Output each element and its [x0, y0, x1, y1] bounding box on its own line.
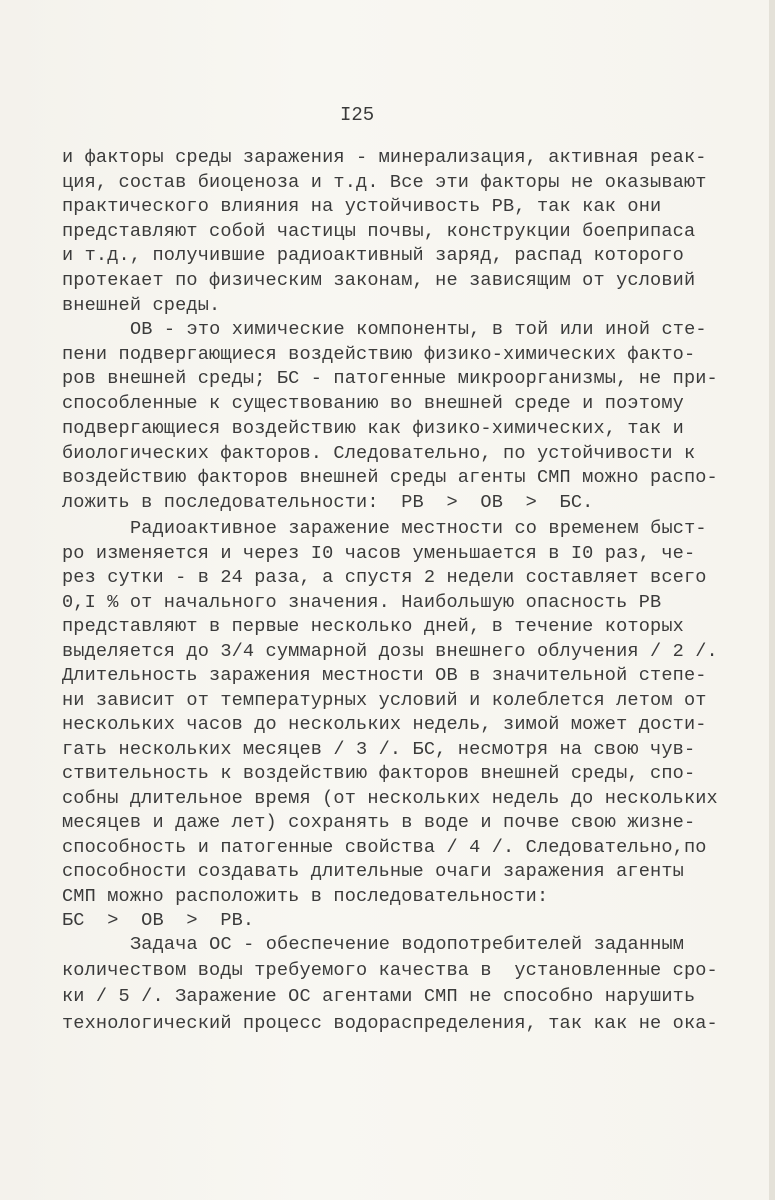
- text-line: выделяется до 3/4 суммарной дозы внешнего облучения / 2 /.: [62, 640, 718, 662]
- text-line: нескольких часов до нескольких недель, зимой может дости-: [62, 714, 707, 735]
- text-line: Длительность заражения местности ОВ в значительной степе-: [62, 665, 707, 686]
- page-edge: [769, 0, 775, 1200]
- text-line: и т.д., получившие радиоактивный заряд, распад которого: [62, 245, 684, 267]
- text-line: рез сутки - в 24 раза, а спустя 2 недели составляет всего: [62, 567, 707, 588]
- page-number: I25: [340, 104, 375, 126]
- text-line: ки / 5 /. Заражение ОС агентами СМП не способно нарушить: [62, 986, 696, 1008]
- text-line: месяцев и даже лет) сохранять в воде и почве свою жизне-: [62, 812, 696, 833]
- text-line: способность и патогенные свойства / 4 /. Следовательно,по: [62, 836, 707, 858]
- text-line: ни зависит от температурных условий и колеблется летом от: [62, 689, 707, 711]
- text-line: и факторы среды заражения - минерализация, активная реак-: [62, 147, 707, 168]
- text-line: способленные к существованию во внешней среде и поэтому: [62, 393, 684, 415]
- text-line: собны длительное время (от нескольких недель до нескольких: [62, 787, 718, 809]
- text-line: 0,I % от начального значения. Наибольшую опасность РВ: [62, 591, 662, 613]
- text-line: ствительность к воздействию факторов внешней среды, спо-: [62, 763, 696, 784]
- text-line: гать нескольких месяцев / 3 /. БС, несмотря на свою чув-: [62, 738, 696, 760]
- text-line: воздействию факторов внешней среды агенты СМП можно распо-: [62, 467, 718, 489]
- text-line: протекает по физическим законам, не зависящим от условий: [62, 270, 696, 291]
- text-line: СМП можно расположить в последовательности:: [62, 885, 549, 907]
- text-line: представляют собой частицы почвы, конструкции боеприпаса: [62, 220, 696, 242]
- text-line: ция, состав биоценоза и т.д. Все эти факторы не оказывают: [62, 171, 707, 193]
- text-line: ОВ - это химические компоненты, в той или иной сте-: [130, 319, 707, 340]
- text-line: Радиоактивное заражение местности со временем быст-: [130, 518, 707, 539]
- text-line: пени подвергающиеся воздействию физико-химических факто-: [62, 343, 696, 365]
- text-line: ложить в последовательности: РВ > ОВ > БС.: [62, 491, 594, 513]
- text-line: практического влияния на устойчивость РВ, так как они: [62, 196, 662, 218]
- text-line: количеством воды требуемого качества в установленные сро-: [62, 960, 718, 982]
- text-line: ро изменяется и через I0 часов уменьшается в I0 раз, че-: [62, 542, 696, 564]
- text-line: технологический процесс водораспределения, так как не ока-: [62, 1012, 718, 1034]
- text-line: способности создавать длительные очаги заражения агенты: [62, 861, 684, 882]
- text-line: представляют в первые несколько дней, в течение которых: [62, 616, 684, 637]
- text-line: БС > ОВ > РВ.: [62, 910, 255, 931]
- text-line: внешней среды.: [62, 294, 221, 316]
- text-line: Задача ОС - обеспечение водопотребителей заданным: [130, 934, 685, 955]
- text-line: биологических факторов. Следовательно, по устойчивости к: [62, 442, 696, 464]
- text-line: подвергающиеся воздействию как физико-химических, так и: [62, 417, 684, 439]
- text-line: ров внешней среды; БС - патогенные микроорганизмы, не при-: [62, 368, 718, 390]
